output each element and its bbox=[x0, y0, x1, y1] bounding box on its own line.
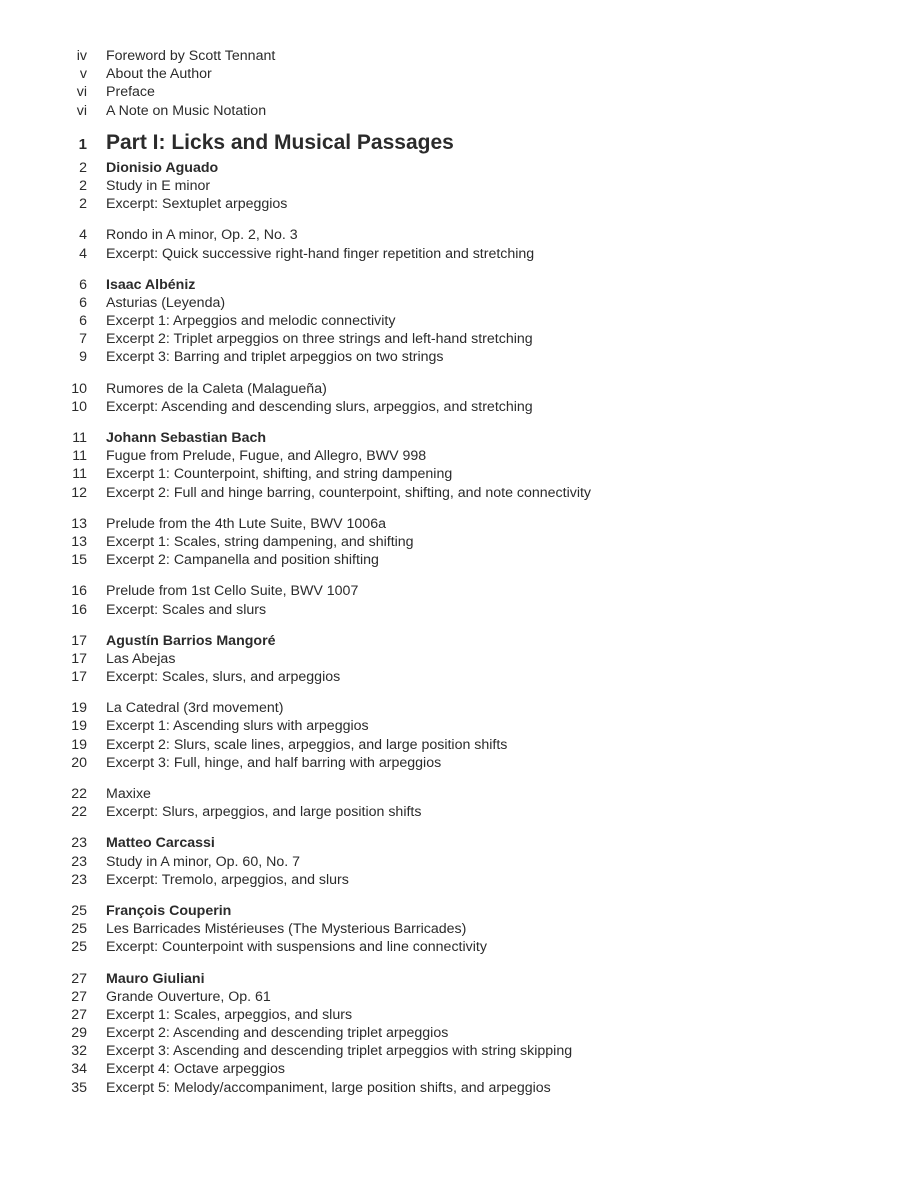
toc-page-number: 23 bbox=[71, 853, 87, 870]
toc-entry-title: Excerpt 3: Barring and triplet arpeggios on two strings bbox=[106, 349, 444, 366]
composer-name: Agustín Barrios Mangoré bbox=[106, 632, 276, 649]
toc-entry[interactable] bbox=[0, 195, 900, 213]
toc-section bbox=[0, 834, 900, 889]
composer-heading[interactable] bbox=[0, 902, 900, 920]
toc-page-number: 29 bbox=[71, 1025, 87, 1042]
toc-page-number: 16 bbox=[71, 601, 87, 618]
toc-entry[interactable] bbox=[0, 484, 900, 502]
toc-entry[interactable] bbox=[0, 398, 900, 416]
toc-entry-title: Excerpt 2: Triplet arpeggios on three strings and left-hand stretching bbox=[106, 331, 533, 348]
toc-page-number: 35 bbox=[71, 1079, 87, 1096]
composer-name: François Couperin bbox=[106, 902, 232, 919]
toc-page-number: 17 bbox=[71, 632, 87, 649]
toc-entry[interactable] bbox=[0, 853, 900, 871]
toc-page-number: 11 bbox=[72, 466, 87, 483]
section-spacer bbox=[0, 502, 900, 515]
toc-entry-title: Maxixe bbox=[106, 786, 151, 802]
toc-page-number: 27 bbox=[71, 970, 87, 987]
toc-page-number: 16 bbox=[71, 583, 87, 600]
toc-page-number: 6 bbox=[79, 313, 87, 330]
toc-entry-title: Rondo in A minor, Op. 2, No. 3 bbox=[106, 227, 298, 244]
toc-page-number: 20 bbox=[71, 754, 87, 771]
toc-page-number: 32 bbox=[71, 1043, 87, 1060]
composer-name: Johann Sebastian Bach bbox=[106, 430, 267, 446]
toc-section bbox=[0, 632, 900, 687]
toc-entry-title: Excerpt 2: Full and hinge barring, counterpoint, shifting, and note connectivity bbox=[106, 484, 592, 501]
toc-page-number: 25 bbox=[71, 902, 87, 919]
toc-page-number: 4 bbox=[79, 227, 87, 244]
toc-entry-title: Study in A minor, Op. 60, No. 7 bbox=[106, 853, 301, 870]
toc-entry[interactable] bbox=[0, 515, 900, 533]
toc-section bbox=[0, 970, 900, 1097]
toc-entry-title: Excerpt 2: Ascending and descending triplet arpeggios bbox=[106, 1025, 449, 1042]
toc-entry-title: Las Abejas bbox=[106, 650, 176, 667]
toc-section bbox=[0, 515, 900, 570]
toc-entry-title: Excerpt: Sextuplet arpeggios bbox=[106, 196, 288, 213]
toc-entry[interactable] bbox=[0, 65, 900, 83]
toc-entry[interactable] bbox=[0, 312, 900, 330]
toc-entry-title: A Note on Music Notation bbox=[106, 102, 267, 119]
toc-page-number: 27 bbox=[71, 988, 87, 1005]
toc-entry[interactable] bbox=[0, 736, 900, 754]
toc-entry[interactable] bbox=[0, 380, 900, 398]
toc-entry-title: Excerpt: Tremolo, arpeggios, and slurs bbox=[106, 871, 349, 888]
toc-entry[interactable] bbox=[0, 785, 900, 803]
table-of-contents bbox=[0, 47, 900, 1097]
toc-entry[interactable] bbox=[0, 1042, 900, 1060]
toc-section bbox=[0, 159, 900, 214]
toc-page-number: 17 bbox=[71, 650, 87, 667]
toc-page-number: 17 bbox=[71, 669, 87, 686]
toc-section bbox=[0, 699, 900, 772]
toc-entry[interactable] bbox=[0, 551, 900, 569]
toc-page-number: 13 bbox=[71, 515, 87, 532]
toc-entry-title: Excerpt 4: Octave arpeggios bbox=[106, 1061, 286, 1078]
toc-section bbox=[0, 785, 900, 821]
toc-entry[interactable] bbox=[0, 245, 900, 263]
toc-page-number: iv bbox=[76, 48, 87, 64]
section-spacer bbox=[0, 263, 900, 276]
toc-page-number: 22 bbox=[71, 804, 87, 821]
toc-sections bbox=[0, 159, 900, 1097]
toc-entry-title: About the Author bbox=[106, 66, 212, 83]
toc-entry-title: Excerpt 1: Scales, arpeggios, and slurs bbox=[106, 1006, 353, 1023]
toc-entry-title: Grande Ouverture, Op. 61 bbox=[106, 988, 271, 1005]
section-spacer bbox=[0, 889, 900, 902]
toc-entry[interactable] bbox=[0, 938, 900, 956]
toc-entry[interactable] bbox=[0, 294, 900, 312]
toc-entry-title: Excerpt 1: Ascending slurs with arpeggios bbox=[106, 718, 369, 735]
toc-page-number: 7 bbox=[79, 331, 87, 348]
section-spacer bbox=[0, 686, 900, 699]
toc-entry[interactable] bbox=[0, 102, 900, 120]
toc-entry[interactable] bbox=[0, 83, 900, 101]
section-spacer bbox=[0, 569, 900, 582]
toc-entry-title: Excerpt 1: Arpeggios and melodic connectivity bbox=[106, 313, 396, 330]
toc-entry[interactable] bbox=[0, 754, 900, 772]
toc-entry[interactable] bbox=[0, 533, 900, 551]
toc-entry-title: Excerpt 1: Counterpoint, shifting, and string dampening bbox=[106, 466, 453, 483]
toc-page-number: 2 bbox=[79, 177, 87, 194]
toc-page-number: 2 bbox=[79, 159, 87, 176]
toc-entry[interactable] bbox=[0, 447, 900, 465]
toc-page-number: 23 bbox=[71, 835, 87, 852]
toc-section bbox=[0, 582, 900, 618]
toc-section bbox=[0, 380, 900, 416]
toc-entry[interactable] bbox=[0, 177, 900, 195]
toc-page-number: 15 bbox=[71, 552, 87, 569]
toc-entry-title: Preface bbox=[106, 84, 155, 101]
toc-page-number: 2 bbox=[79, 196, 87, 213]
composer-name: Dionisio Aguado bbox=[106, 159, 219, 176]
toc-entry[interactable] bbox=[0, 601, 900, 619]
toc-entry-title: Excerpt 2: Slurs, scale lines, arpeggios, and large position shifts bbox=[106, 736, 508, 753]
composer-name: Isaac Albéniz bbox=[106, 276, 196, 293]
toc-entry-title: Excerpt 3: Full, hinge, and half barring with arpeggios bbox=[106, 754, 442, 771]
toc-entry[interactable] bbox=[0, 1079, 900, 1097]
part-page-number: 1 bbox=[78, 135, 87, 153]
toc-entry-title: Excerpt: Ascending and descending slurs, arpeggios, and stretching bbox=[106, 398, 533, 415]
toc-entry[interactable] bbox=[0, 668, 900, 686]
toc-page-number: 10 bbox=[71, 398, 87, 415]
toc-page-number: 11 bbox=[72, 430, 87, 446]
toc-entry-title: Excerpt: Quick successive right-hand finger repetition and stretching bbox=[106, 245, 535, 262]
toc-page-number: 19 bbox=[71, 700, 87, 717]
toc-entry[interactable] bbox=[0, 1060, 900, 1078]
toc-entry[interactable] bbox=[0, 871, 900, 889]
toc-entry-title: Rumores de la Caleta (Malagueña) bbox=[106, 380, 327, 397]
composer-name: Matteo Carcassi bbox=[106, 835, 215, 852]
toc-entry-title: Les Barricades Mistérieuses (The Mysterious Barricades) bbox=[106, 921, 467, 938]
toc-page-number: 11 bbox=[72, 448, 87, 465]
toc-entry-title: Fugue from Prelude, Fugue, and Allegro, BWV 998 bbox=[106, 448, 427, 465]
front-matter bbox=[0, 47, 900, 120]
toc-page-number: 34 bbox=[71, 1061, 87, 1078]
toc-entry-title: Excerpt: Counterpoint with suspensions and line connectivity bbox=[106, 939, 487, 956]
toc-page-number: 12 bbox=[71, 484, 87, 501]
toc-entry[interactable] bbox=[0, 582, 900, 600]
toc-page-number: 25 bbox=[71, 939, 87, 956]
composer-heading[interactable] bbox=[0, 429, 900, 447]
toc-page-number: 9 bbox=[79, 349, 87, 366]
toc-entry[interactable] bbox=[0, 47, 900, 65]
toc-entry-title: Excerpt 5: Melody/accompaniment, large position shifts, and arpeggios bbox=[106, 1079, 551, 1096]
toc-entry[interactable] bbox=[0, 1024, 900, 1042]
section-spacer bbox=[0, 619, 900, 632]
toc-section bbox=[0, 276, 900, 367]
section-spacer bbox=[0, 367, 900, 380]
toc-page-number: 10 bbox=[71, 380, 87, 397]
toc-entry-title: Prelude from 1st Cello Suite, BWV 1007 bbox=[106, 583, 359, 600]
toc-entry-title: Excerpt: Slurs, arpeggios, and large position shifts bbox=[106, 804, 422, 821]
toc-page-number: vi bbox=[76, 102, 87, 119]
composer-heading[interactable] bbox=[0, 276, 900, 294]
section-spacer bbox=[0, 957, 900, 970]
composer-heading[interactable] bbox=[0, 970, 900, 988]
toc-entry[interactable] bbox=[0, 988, 900, 1006]
toc-page-number: v bbox=[79, 66, 87, 83]
toc-entry-title: Excerpt 3: Ascending and descending triplet arpeggios with string skipping bbox=[106, 1043, 573, 1060]
toc-section bbox=[0, 226, 900, 262]
composer-name: Mauro Giuliani bbox=[106, 970, 205, 987]
toc-entry-title: La Catedral (3rd movement) bbox=[106, 700, 284, 717]
composer-heading[interactable] bbox=[0, 834, 900, 852]
toc-entry-title: Excerpt: Scales, slurs, and arpeggios bbox=[106, 669, 341, 686]
toc-section bbox=[0, 902, 900, 957]
toc-entry[interactable] bbox=[0, 465, 900, 483]
part-heading[interactable] bbox=[0, 128, 900, 158]
toc-page-number: 19 bbox=[71, 718, 87, 735]
toc-entry-title: Excerpt 1: Scales, string dampening, and shifting bbox=[106, 533, 414, 550]
toc-entry[interactable] bbox=[0, 920, 900, 938]
toc-page-number: 19 bbox=[71, 736, 87, 753]
toc-entry-title: Prelude from the 4th Lute Suite, BWV 1006a bbox=[106, 515, 386, 532]
section-spacer bbox=[0, 213, 900, 226]
toc-entry[interactable] bbox=[0, 717, 900, 735]
toc-page-number: 25 bbox=[71, 921, 87, 938]
toc-page-number: 6 bbox=[79, 276, 87, 293]
toc-entry-title: Asturias (Leyenda) bbox=[106, 294, 226, 311]
toc-page-number: 27 bbox=[71, 1006, 87, 1023]
toc-entry[interactable] bbox=[0, 650, 900, 668]
section-spacer bbox=[0, 772, 900, 785]
toc-page-number: 4 bbox=[79, 245, 87, 262]
toc-section bbox=[0, 429, 900, 502]
toc-entry-title: Study in E minor bbox=[106, 177, 211, 194]
toc-page-number: 23 bbox=[71, 871, 87, 888]
toc-entry[interactable] bbox=[0, 1006, 900, 1024]
section-spacer bbox=[0, 821, 900, 834]
toc-entry-title: Excerpt 2: Campanella and position shifting bbox=[106, 552, 379, 569]
section-spacer bbox=[0, 416, 900, 429]
toc-page-number: 6 bbox=[79, 294, 87, 311]
toc-entry[interactable] bbox=[0, 348, 900, 366]
toc-entry-title: Foreword by Scott Tennant bbox=[106, 48, 276, 64]
toc-page-number: vi bbox=[76, 84, 87, 101]
toc-entry-title: Excerpt: Scales and slurs bbox=[106, 601, 267, 618]
toc-entry[interactable] bbox=[0, 803, 900, 821]
toc-page-number: 22 bbox=[71, 786, 87, 802]
composer-heading[interactable] bbox=[0, 632, 900, 650]
composer-heading[interactable] bbox=[0, 159, 900, 177]
toc-entry[interactable] bbox=[0, 330, 900, 348]
toc-page-number: 13 bbox=[71, 533, 87, 550]
toc-entry[interactable] bbox=[0, 226, 900, 244]
toc-entry[interactable] bbox=[0, 699, 900, 717]
part-title: Part I: Licks and Musical Passages bbox=[106, 130, 454, 154]
